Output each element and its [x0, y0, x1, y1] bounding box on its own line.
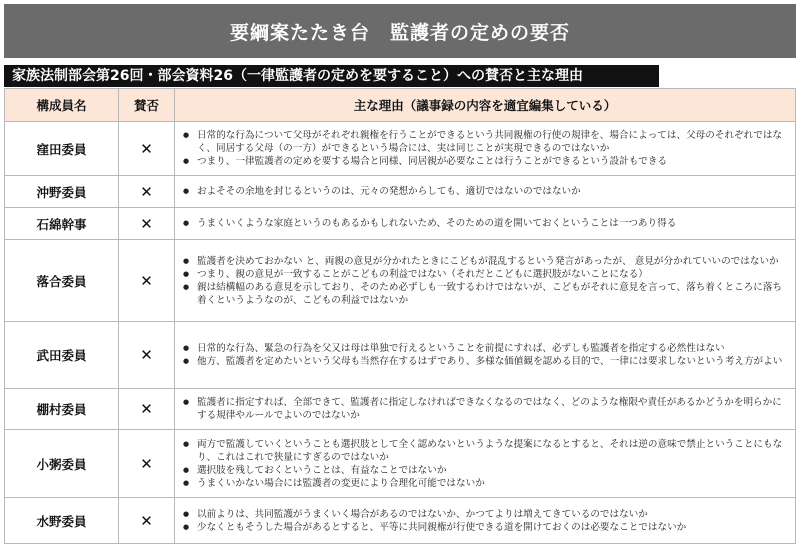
table-header-row	[5, 89, 796, 122]
member-name: 水野委員	[5, 498, 119, 544]
header-vote: 賛否	[119, 89, 175, 122]
vote-mark: ✕	[119, 498, 175, 544]
reason-list	[183, 217, 787, 230]
reason-item: ● つまり、親の意見が一致することがこどもの利益ではない（それだとこどもに選択肢がないことになる）	[183, 268, 787, 281]
table-row	[5, 208, 796, 240]
reason-cell	[175, 176, 796, 208]
member-name: 棚村委員	[5, 389, 119, 430]
page-title-banner	[4, 4, 796, 58]
member-name: 沖野委員	[5, 176, 119, 208]
vote-mark: ✕	[119, 389, 175, 430]
reason-item: ● うまくいくような家庭というのもあるかもしれないため、そのための道を開いておくということは一つあり得る	[183, 217, 787, 230]
reason-item: ● 両方で監護していくということも選択肢として全く認めないというような提案になるとすると、それは逆の意味で禁止ということにもなり、これはこれで狭量にすぎるのではないか	[183, 438, 787, 464]
reason-item: ● 少なくともそうした場合があるとすると、平等に共同親権が行使できる道を開けておくのは必要なことではないか	[183, 521, 787, 534]
reason-cell	[175, 389, 796, 430]
vote-mark: ✕	[119, 322, 175, 389]
table-row	[5, 322, 796, 389]
reason-item: ● 日常的な行為について父母がそれぞれ親権を行うことができるという共同親権の行使の規律を、場合によっては、父母のそれぞれではなく、同居する父母（の一方）ができるという場合には、実は同じことが実現できるのではないか	[183, 129, 787, 155]
reason-item: ● 日常的な行為、緊急の行為を父又は母は単独で行えるということを前提にすれば、必ずしも監護者を指定する必然性はない	[183, 342, 787, 355]
reason-list	[183, 396, 787, 422]
reason-list	[183, 508, 787, 534]
reason-cell	[175, 240, 796, 322]
member-name: 小粥委員	[5, 430, 119, 498]
reason-cell	[175, 498, 796, 544]
opinion-table	[4, 88, 796, 544]
reason-item: ● 以前よりは、共同監護がうまくいく場合があるのではないか、かつてよりは増えてきているのではないか	[183, 508, 787, 521]
reason-list	[183, 342, 787, 368]
header-member: 構成員名	[5, 89, 119, 122]
reason-list	[183, 129, 787, 168]
vote-mark: ✕	[119, 122, 175, 176]
reason-item: ● およそその余地を封じるというのは、元々の発想からしても、適切ではないのではないか	[183, 185, 787, 198]
member-name: 石綿幹事	[5, 208, 119, 240]
table-row	[5, 498, 796, 544]
reason-cell	[175, 122, 796, 176]
table-row	[5, 122, 796, 176]
reason-item: ● 親は結構幅のある意見を示しており、そのため必ずしも一致するわけではないが、こどもがそれに意見を言って、落ち着くところに落ち着くというようなのが、こどもの利益ではないか	[183, 281, 787, 307]
reason-cell	[175, 430, 796, 498]
vote-mark: ✕	[119, 208, 175, 240]
reason-item: ● 監護者に指定すれば、全部できて、監護者に指定しなければできなくなるのではなく、どのような権限や責任があるかどうかを明らかにする規律やルールでよいのではないか	[183, 396, 787, 422]
reason-cell	[175, 208, 796, 240]
reason-list	[183, 185, 787, 198]
reason-item: ● うまくいかない場合には監護者の変更により合理化可能ではないか	[183, 477, 787, 490]
reason-item: ● 他方、監護者を定めたいという父母も当然存在するはずであり、多様な価値観を認める目的で、一律には要求しないという考え方がよい	[183, 355, 787, 368]
page-title: 要綱案たたき台 監護者の定めの要否	[229, 21, 570, 44]
reason-item: ● つまり、一律監護者の定めを要する場合と同様、同居親が必要なことは行うことができるという設計もできる	[183, 155, 787, 168]
vote-mark: ✕	[119, 176, 175, 208]
table-row	[5, 430, 796, 498]
reason-item: ● 選択肢を残しておくということは、有益なことではないか	[183, 464, 787, 477]
member-name: 武田委員	[5, 322, 119, 389]
reason-list	[183, 438, 787, 490]
reason-item: ● 監護者を決めておかない と、両親の意見が分かれたときにこどもが混乱するという発言があったが、 意見が分かれていいのではないか	[183, 255, 787, 268]
table-row	[5, 240, 796, 322]
header-reason: 主な理由（議事録の内容を適宜編集している）	[175, 89, 796, 122]
table-row	[5, 176, 796, 208]
reason-cell	[175, 322, 796, 389]
table-row	[5, 389, 796, 430]
member-name: 落合委員	[5, 240, 119, 322]
reason-list	[183, 255, 787, 307]
table-subtitle: 家族法制部会第26回・部会資料26（一律監護者の定めを要すること）への賛否と主な理由	[4, 65, 659, 87]
vote-mark: ✕	[119, 240, 175, 322]
vote-mark: ✕	[119, 430, 175, 498]
member-name: 窪田委員	[5, 122, 119, 176]
